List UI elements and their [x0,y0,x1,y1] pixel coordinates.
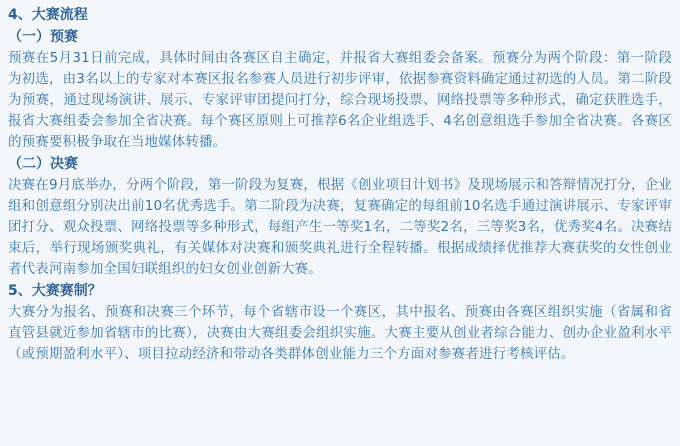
section-5-paragraph: 大赛分为报名、预赛和决赛三个环节，每个省辖市设一个赛区，其中报名、预赛由各赛区组织实施（省属和省直管县就近参加省辖市的比赛），决赛由大赛组委会组织实施。大赛主要从创业者综合能力、创办企业盈利水平（或预期盈利水平）、项目拉动经济和带动各类群体创业能力三个方面对参赛者进行考核评估。 [8,304,672,362]
prelim-paragraph: 预赛在5月31日前完成，具体时间由各赛区自主确定，并报省大赛组委会备案。预赛分为两个阶段：第一阶段为初选，由3名以上的专家对本赛区报名参赛人员进行初步评审，依据参赛资料确定通过初选的人员。第二阶段为预赛，通过现场演讲、展示、专家评审团提问打分，综合现场投票、网络投票等多种形式，确定获胜选手，报省大赛组委会参加全省决赛。每个赛区原则上可推荐6名企业组选手、4名创意组选手参加全省决赛。各赛区的预赛要积极争取在当地媒体转播。 [8,50,672,150]
final-subheading: （二）决赛 [8,156,78,172]
final-paragraph: 决赛在9月底举办，分两个阶段，第一阶段为复赛，根据《创业项目计划书》及现场展示和答辩情况打分，企业组和创意组分别决出前10名优秀选手。第二阶段为决赛，复赛确定的每组前10名选手通过演讲展示、专家评审团打分、观众投票、网络投票等多种形式，每组产生一等奖1名，二等奖2名，三等奖3名，优秀奖4名。决赛结束后，举行现场颁奖典礼，有关媒体对决赛和颁奖典礼进行全程转播。根据成绩择优推荐大赛获奖的女性创业者代表河南参加全国妇联组织的妇女创业创新大赛。 [8,177,672,277]
section-5-heading: 5、大赛赛制？ [8,283,102,299]
prelim-subheading: （一）预赛 [8,29,78,45]
section-4-heading: 4、大赛流程 [8,7,88,23]
